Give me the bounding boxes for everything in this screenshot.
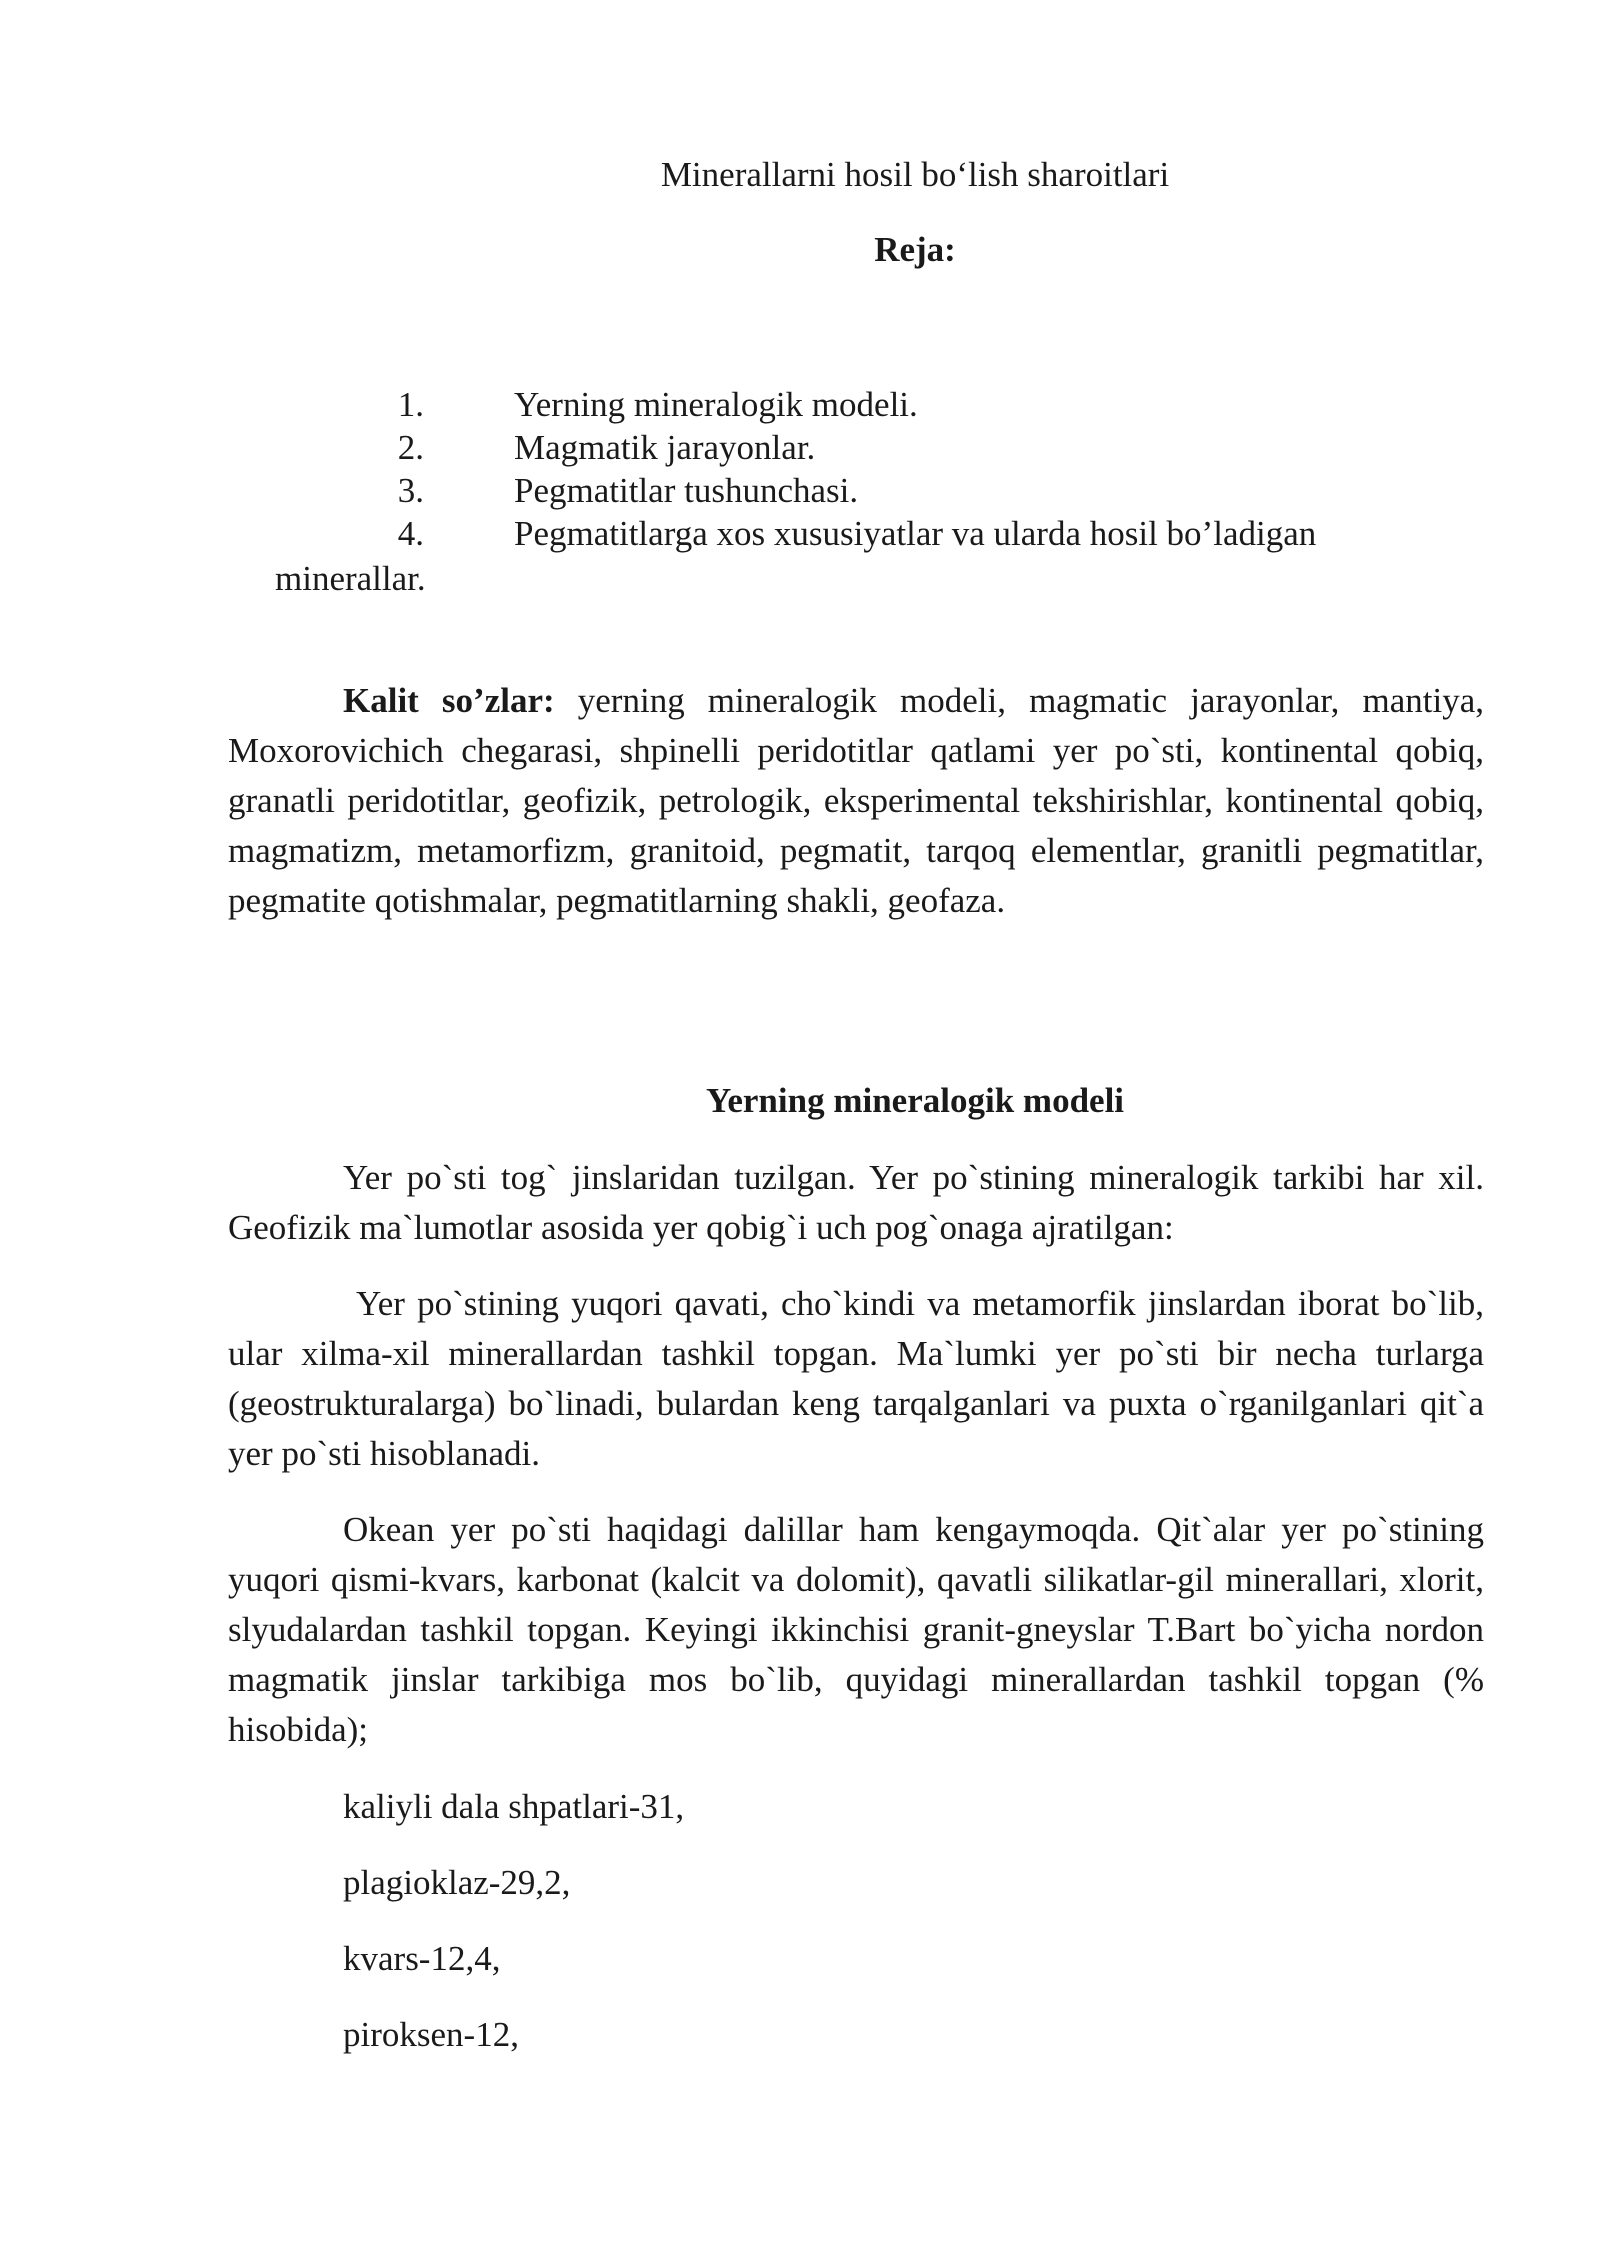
plan-item-number: 2. [397, 428, 424, 467]
mineral-list-item: plagioklaz-29,2, [343, 1863, 571, 1902]
plan-item-number: 4. [397, 514, 424, 553]
section-heading-text: Yerning mineralogik modeli [705, 1081, 1125, 1120]
plan-item-continuation: minerallar. [275, 559, 426, 598]
mineral-list-item: kaliyli dala shpatlari-31, [343, 1787, 685, 1826]
plan-item-text: Magmatik jarayonlar. [514, 428, 816, 467]
plan-item-text: Pegmatitlarga xos xususiyatlar va ularda hosil bo’ladigan [514, 514, 1317, 553]
plan-item-number: 3. [397, 471, 424, 510]
body-paragraph: Okean yer po`sti haqidagi dalillar ham kengaymoqda. Qit`alar yer po`stining yuqori qismi-kvars, karbonat (kalcit va dolomit), qavatli silikatlar-gil minerallari, xlorit, slyudalardan tashkil topgan. Keyingi ikkinchisi granit-gneyslar T.Bart bo`yicha nordon magmatik jinslar tarkibiga mos bo`lib, quyidagi minerallardan tashkil topgan (% hisobida); [228, 1510, 1484, 1749]
body-paragraph: Yer po`sti tog` jinslaridan tuzilgan. Yer po`stining mineralogik tarkibi har xil. Geofizik ma`lumotlar asosida yer qobig`i uch pog`onaga ajratilgan: [228, 1158, 1484, 1247]
section-heading [0, 1076, 1600, 1126]
keywords-paragraph [228, 676, 1484, 926]
document-title-text: Minerallarni hosil bo‘lish sharoitlari [660, 155, 1170, 194]
plan-item-text: Pegmatitlar tushunchasi. [514, 471, 859, 510]
plan-heading-text: Reja: [874, 230, 956, 269]
mineral-list-item: piroksen-12, [343, 2015, 519, 2054]
plan-heading [0, 225, 1600, 275]
mineral-list-item: kvars-12,4, [343, 1939, 501, 1978]
plan-item-number: 1. [397, 385, 424, 424]
plan-item-text: Yerning mineralogik modeli. [514, 385, 918, 424]
document-title [0, 150, 1600, 200]
body-paragraph: Yer po`stining yuqori qavati, cho`kindi va metamorfik jinslardan iborat bo`lib, ular xilma-xil minerallardan tashkil topgan. Ma`lumki yer po`sti bir necha turlarga (geostrukturalarga) bo`linadi, bulardan keng tarqalganlari va puxta o`rganilganlari qit`a yer po`sti hisoblanadi. [228, 1284, 1484, 1473]
keywords-label: Kalit so’zlar: [343, 681, 555, 720]
keywords-text: yerning mineralogik modeli, magmatic jarayonlar, mantiya, Moxorovichich chegarasi, shpinelli peridotitlar qatlami yer po`sti, kontinental qobiq, granatli peridotitlar, geofizik, petrologik, eksperimental tekshirishlar, kontinental qobiq, magmatizm, metamorfizm, granitoid, pegmatit, tarqoq elementlar, granitli pegmatitlar, pegmatite qotishmalar, pegmatitlarning shakli, geofaza. [228, 681, 1484, 920]
